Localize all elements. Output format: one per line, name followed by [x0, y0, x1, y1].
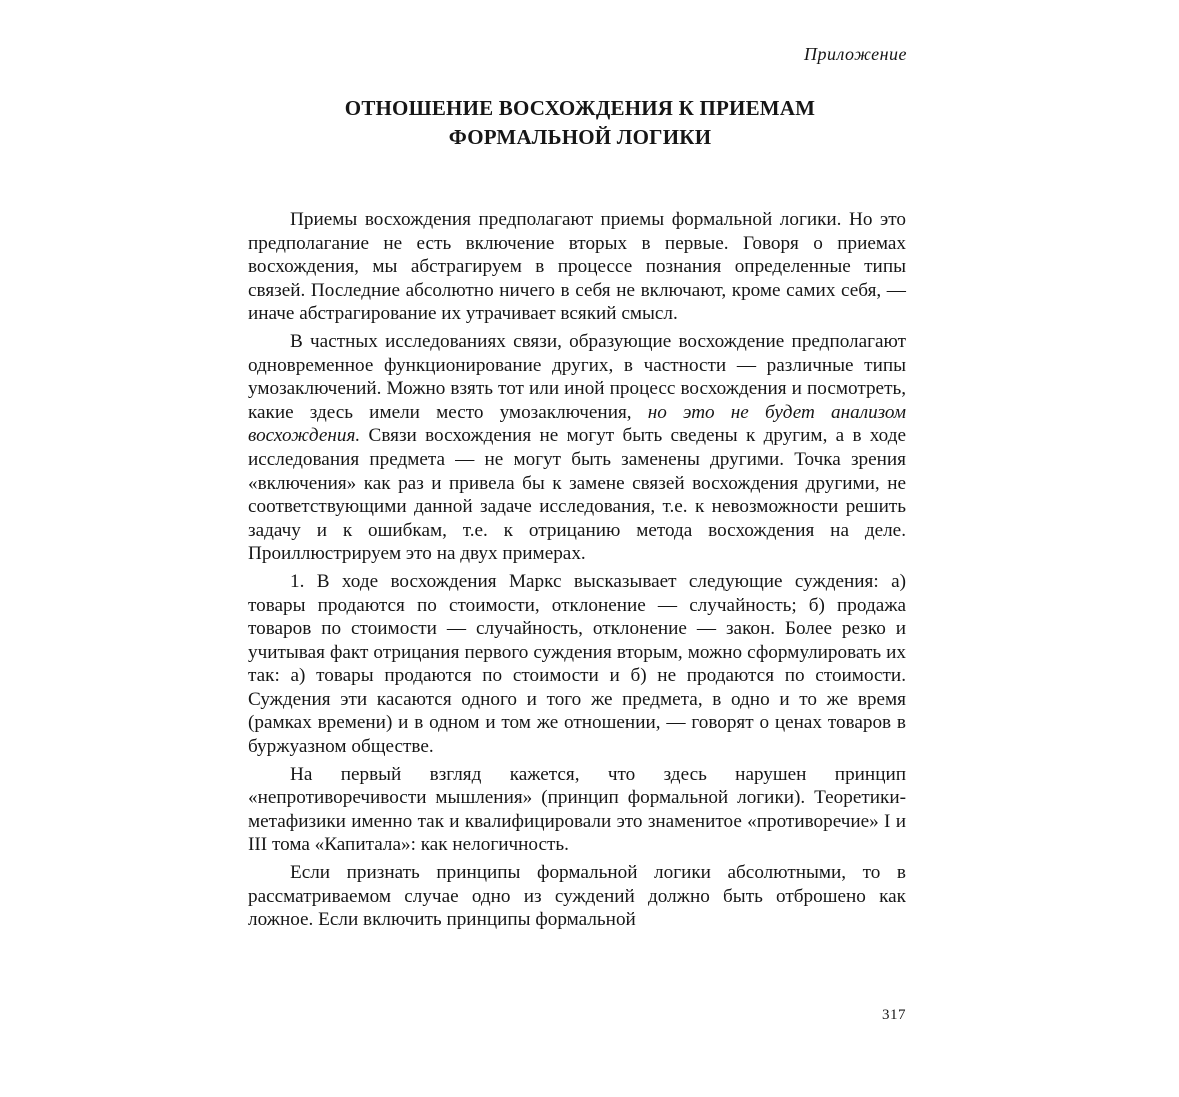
- paragraph-1: Приемы восхождения предполагают приемы формальной логики. Но это предполагание не есть включение вторых в первые. Говоря о приемах восхождения, мы абстрагируем в процессе познания определенные типы связей. Последние абсолютно ничего в себя не включают, кроме самих себя, — иначе абстрагирование их утрачивает всякий смысл.: [248, 209, 906, 325]
- paragraph-2-part-b: Связи восхождения не могут быть сведены к другим, а в ходе исследования предмета — не могут быть заменены другими. Точка зрения «включения» как раз и привела бы к замене связей восхождения другими, не соответствующими данной задаче исследования, т.е. к невозможности решить задачу и к ошибкам, т.е. к отрицанию метода восхождения на деле. Проиллюстрируем это на двух примерах.: [248, 425, 906, 565]
- paragraph-2-emphasis: но это не будет анализом восхождения.: [248, 401, 906, 447]
- paragraph-2: [248, 330, 906, 566]
- paragraph-5: Если признать принципы формальной логики абсолютными, то в рассматриваемом случае одно из суждений должно быть отброшено как ложное. Если включить принципы формальной: [248, 862, 906, 931]
- paragraph-3: 1. В ходе восхождения Маркс высказывает следующие суждения: а) товары продаются по стоимости, отклонение — случайность; б) продажа товаров по стоимости — случайность, отклонение — закон. Более резко и учитывая факт отрицания первого суждения вторым, можно сформулировать их так: а) товары продаются по стоимости и б) не продаются по стоимости. Суждения эти касаются одного и того же предмета, в одно и то же время (рамках времени) и в одном и том же отношении, — говорят о ценах товаров в буржуазном обществе.: [248, 570, 906, 758]
- running-header: Приложение: [803, 44, 907, 64]
- paragraph-4: На первый взгляд кажется, что здесь нарушен принцип «непротиворечивости мышления» (принцип формальной логики). Теоретики-метафизики именно так и квалифицировали это знаменитое «противоречие» I и III тома «Капитала»: как нелогичность.: [248, 763, 906, 856]
- chapter-title-line-1: ОТНОШЕНИЕ ВОСХОЖДЕНИЯ К ПРИЕМАМ: [344, 96, 816, 120]
- body-text: [248, 208, 906, 936]
- page-number: 317: [882, 1007, 906, 1023]
- chapter-title: [250, 94, 910, 152]
- chapter-title-line-2: ФОРМАЛЬНОЙ ЛОГИКИ: [448, 125, 712, 149]
- paragraph-2-part-a: В частных исследованиях связи, образующие восхождение предполагают одновременное функционирование других, в частности — различные типы умозаключений. Можно взять тот или иной процесс восхождения и посмотреть, какие здесь имели место умозаключения,: [248, 330, 906, 423]
